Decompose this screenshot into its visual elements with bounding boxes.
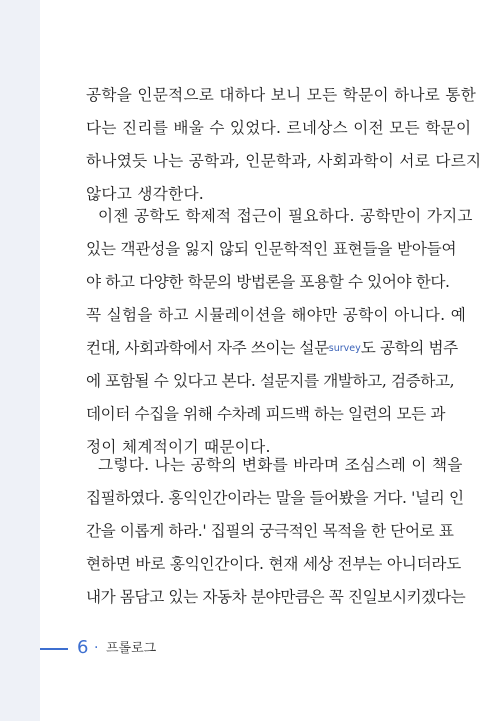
text-line: 그렇다. 나는 공학의 변화를 바라며 조심스레 이 책을: [98, 456, 463, 474]
text-segment: 컨대, 사회과학에서 자주 쓰이는 설문: [86, 339, 329, 357]
text-line: 에 포함될 수 있다고 본다. 설문지를 개발하고, 검증하고,: [86, 372, 455, 390]
section-title: 프롤로그: [106, 641, 157, 656]
text-line: 다는 진리를 배울 수 있었다. 르네상스 이전 모든 학문이: [86, 119, 472, 137]
paragraph-1: [86, 79, 482, 211]
text-line: 데이터 수집을 위해 수차례 피드백 하는 일련의 모든 과: [86, 405, 446, 423]
book-page: [40, 0, 500, 721]
text-line: 있는 객관성을 잃지 않되 인문학적인 표현들을 받아들여: [86, 240, 457, 258]
text-line: 집필하였다. 홍익인간이라는 말을 들어봤을 거다. '널리 인: [86, 489, 464, 507]
footer-separator: ·: [94, 640, 99, 656]
footer-accent-rule: [40, 648, 68, 650]
page-number: 6: [77, 637, 89, 658]
paragraph-2: [86, 200, 473, 464]
text-segment: 도 공학의 범주: [360, 339, 458, 357]
page-edge-band: [0, 0, 40, 721]
paragraph-3: [86, 449, 466, 614]
text-line: [86, 332, 456, 365]
text-line: 않다고 생각한다.: [86, 185, 205, 203]
text-line: 꼭 실험을 하고 시뮬레이션을 해야만 공학이 아니다. 예: [86, 306, 467, 324]
text-line: 이젠 공학도 학제적 접근이 필요하다. 공학만이 가지고: [98, 207, 473, 225]
text-line: 야 하고 다양한 학문의 방법론을 포용할 수 있어야 한다.: [86, 273, 450, 291]
text-line: 현하면 바로 홍익인간이다. 현재 세상 전부는 아니더라도: [86, 555, 462, 573]
text-line: 내가 몸담고 있는 자동차 분야만큼은 꼭 진일보시키겠다는: [86, 588, 466, 606]
text-line: 하나였듯 나는 공학과, 인문학과, 사회과학이 서로 다르지: [86, 152, 482, 170]
text-line: 간을 이롭게 하라.' 집필의 궁극적인 목적을 한 단어로 표: [86, 522, 454, 540]
text-line: 정이 체계적이기 때문이다.: [86, 438, 271, 456]
text-line: 공학을 인문적으로 대하다 보니 모든 학문이 하나로 통한: [86, 86, 477, 104]
gloss-survey: survey: [328, 343, 361, 354]
